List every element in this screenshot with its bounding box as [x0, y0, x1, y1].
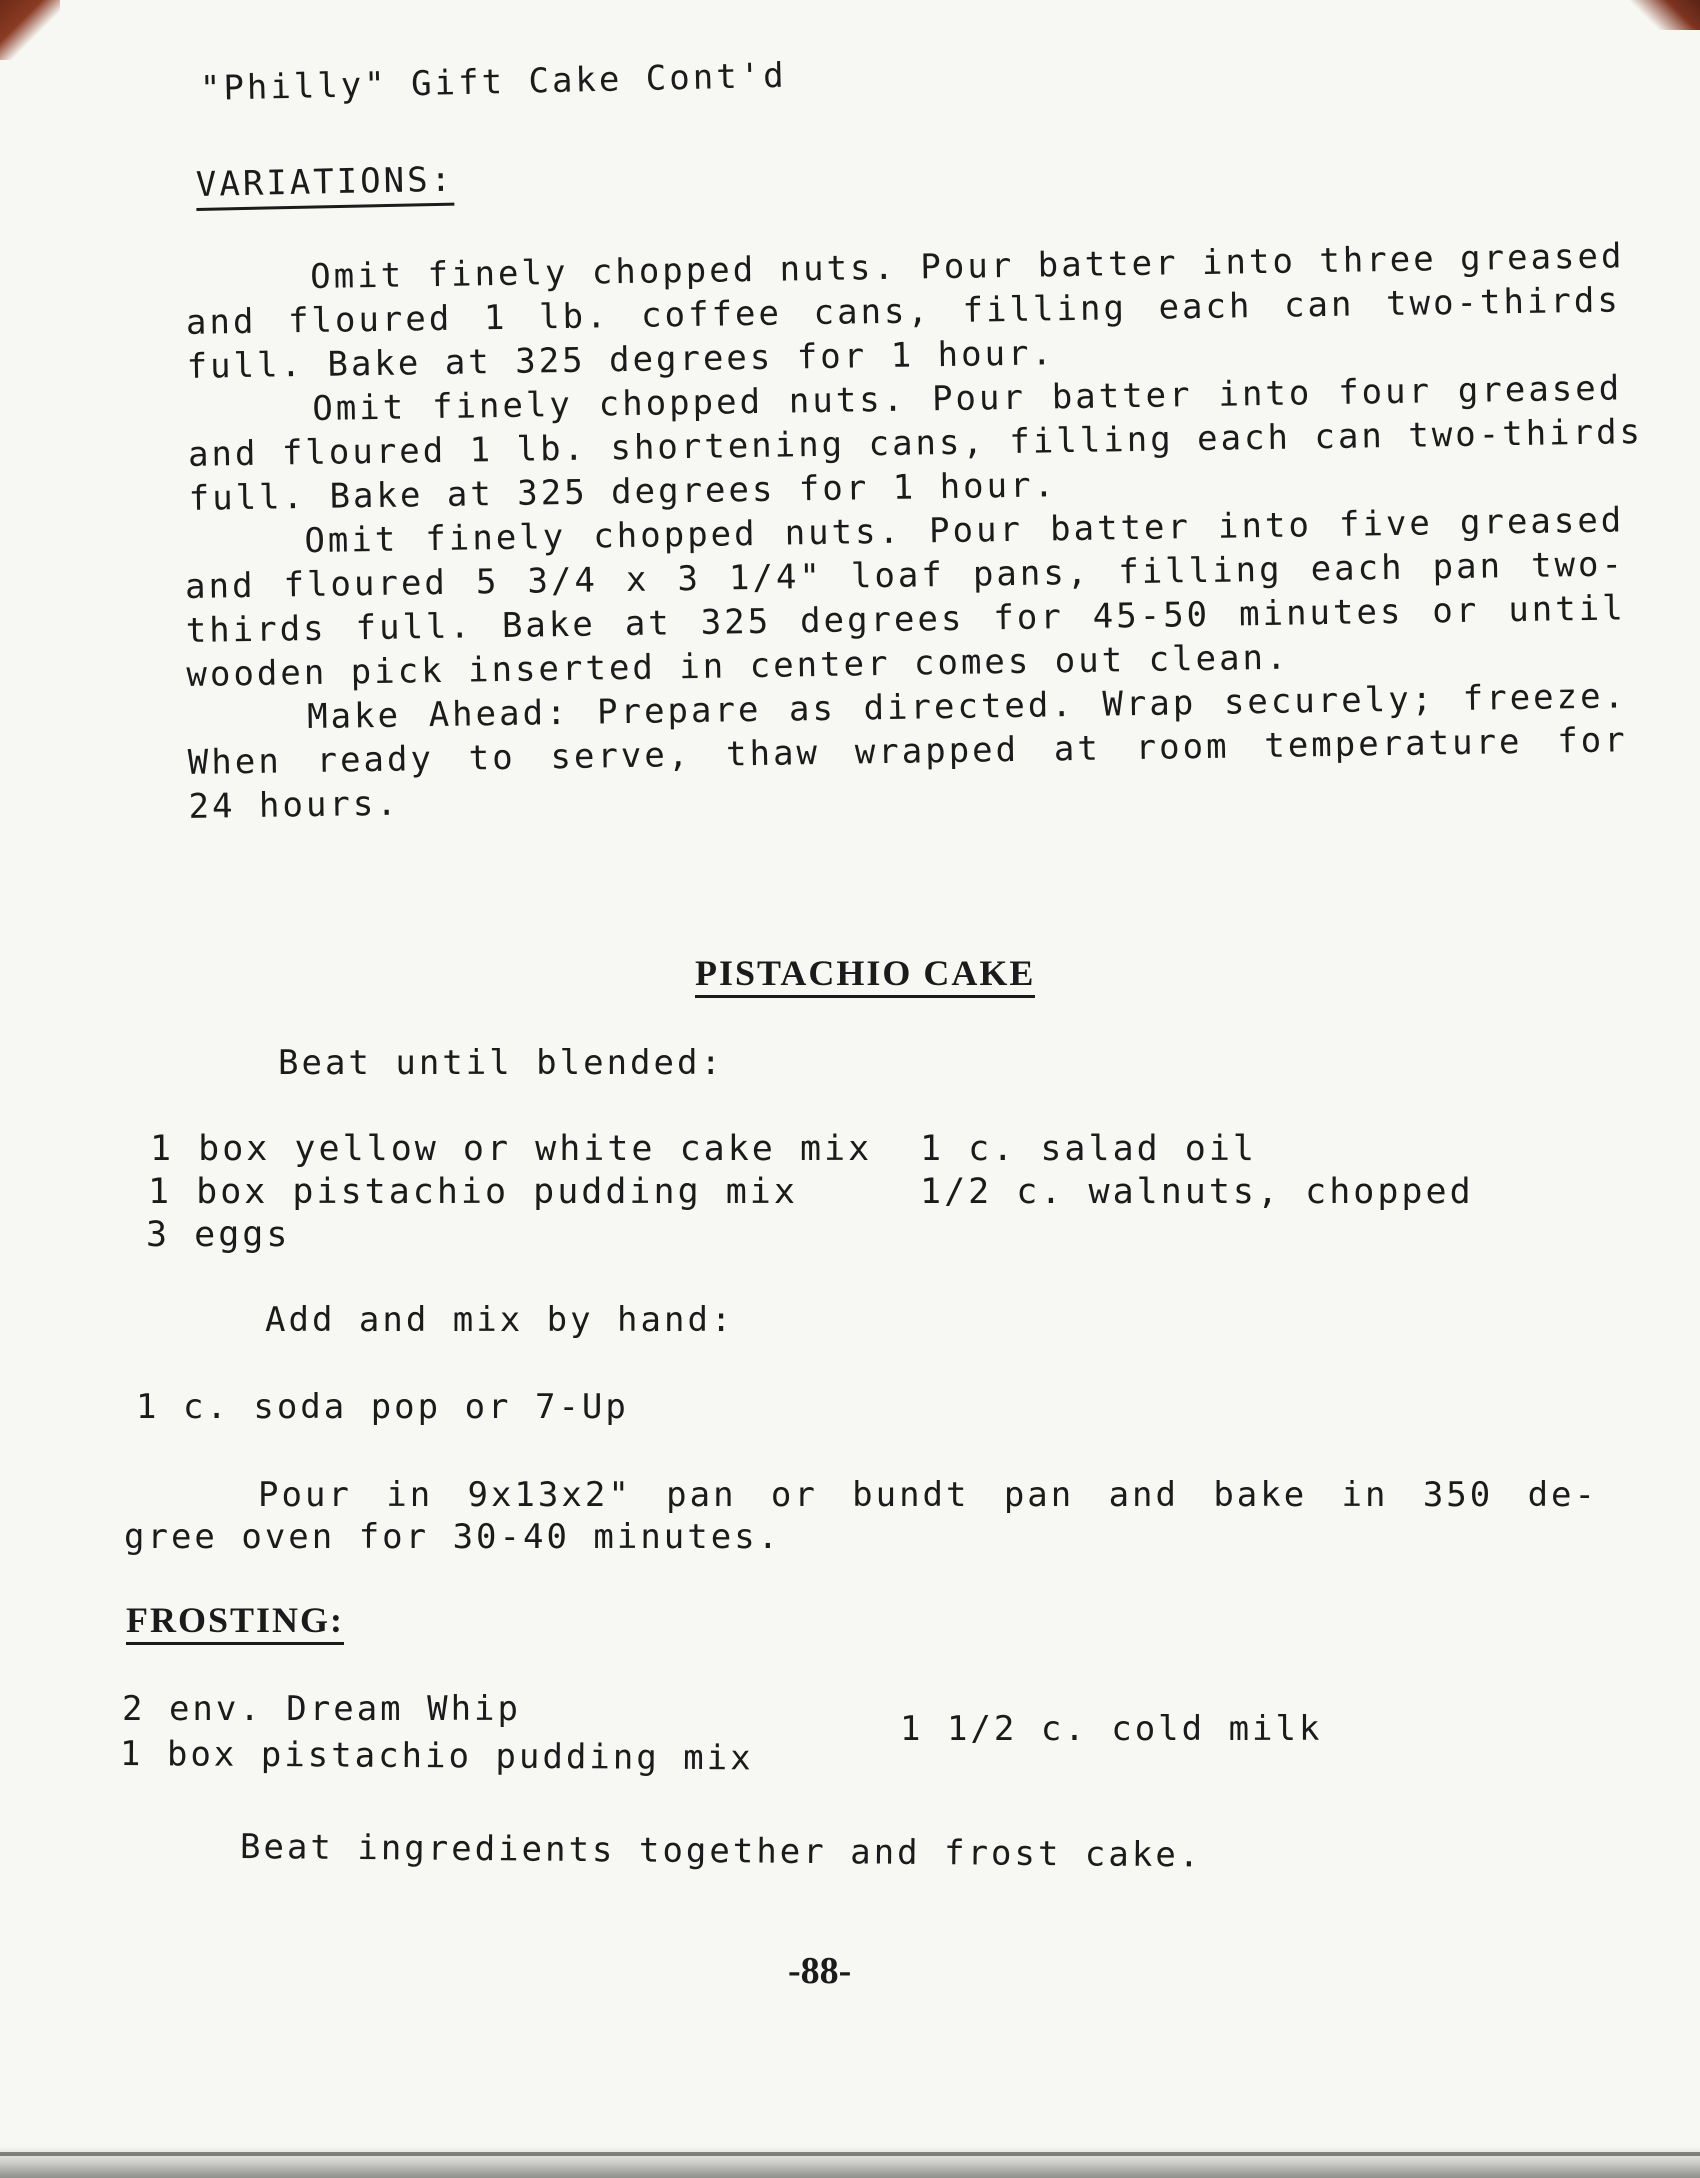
make-ahead-line-1: Make Ahead: Prepare as directed. Wrap securely; freeze. [306, 676, 1628, 738]
make-ahead-line-3: 24 hours. [188, 783, 401, 827]
variation-1-line-1: Omit finely chopped nuts. Pour batter into three greased [309, 236, 1625, 297]
variations-heading: VARIATIONS: [196, 163, 455, 211]
frosting-heading: FROSTING: [126, 1602, 344, 1645]
make-ahead-line-2: When ready to serve, thaw wrapped at room temperature for [187, 720, 1629, 783]
variation-1-line-2: and floured 1 lb. coffee cans, filling each can two-thirds [185, 280, 1622, 343]
variations-block [180, 236, 1644, 827]
page-corner-shadow [0, 0, 60, 60]
add-ingredient: 1 c. soda pop or 7-Up [136, 1387, 629, 1427]
bake-line-2: gree oven for 30-40 minutes. [124, 1517, 782, 1557]
frosting-ingredient-right-1: 1 1/2 c. cold milk [900, 1709, 1323, 1749]
beat-instruction: Beat until blended: [278, 1043, 724, 1083]
ingredient-right-2: 1/2 c. walnuts, chopped [920, 1172, 1474, 1212]
ingredient-left-1: 1 box yellow or white cake mix [150, 1129, 873, 1169]
variation-3-line-1: Omit finely chopped nuts. Pour batter into five greased [304, 500, 1625, 562]
frosting-ingredient-left-1: 2 env. Dream Whip [122, 1689, 521, 1729]
variation-2-line-1: Omit finely chopped nuts. Pour batter into four greased [312, 368, 1623, 429]
ingredient-right-1: 1 c. salad oil [920, 1129, 1258, 1169]
page-bottom-line [0, 2152, 1700, 2156]
ingredient-left-2: 1 box pistachio pudding mix [148, 1172, 798, 1212]
page-corner-shadow [1620, 0, 1700, 30]
continuation-title: "Philly" Gift Cake Cont'd [199, 55, 788, 109]
frosting-ingredient-left-2: 1 box pistachio pudding mix [119, 1734, 754, 1779]
bake-line-1: Pour in 9x13x2" pan or bundt pan and bake in 350 de- [258, 1475, 1598, 1515]
variation-3-line-3: thirds full. Bake at 325 degrees for 45-50 minutes or until [185, 588, 1626, 651]
page-number: -88- [788, 1950, 852, 1992]
pistachio-cake-title: PISTACHIO CAKE [695, 955, 1035, 998]
variation-3-line-4: wooden pick inserted in center comes out clean. [186, 637, 1290, 695]
variation-2-line-2: and floured 1 lb. shortening cans, filling each can two-thirds [187, 412, 1644, 475]
variation-3-line-2: and floured 5 3/4 x 3 1/4" loaf pans, filling each pan two- [184, 544, 1626, 607]
page-bottom-edge [0, 2146, 1700, 2178]
variation-1-line-3: full. Bake at 325 degrees for 1 hour. [186, 333, 1056, 387]
variation-2-line-3: full. Bake at 325 degrees for 1 hour. [188, 465, 1058, 519]
add-instruction: Add and mix by hand: [265, 1300, 735, 1340]
frosting-instruction: Beat ingredients together and frost cake. [239, 1827, 1203, 1876]
ingredient-left-3: 3 eggs [146, 1215, 291, 1255]
